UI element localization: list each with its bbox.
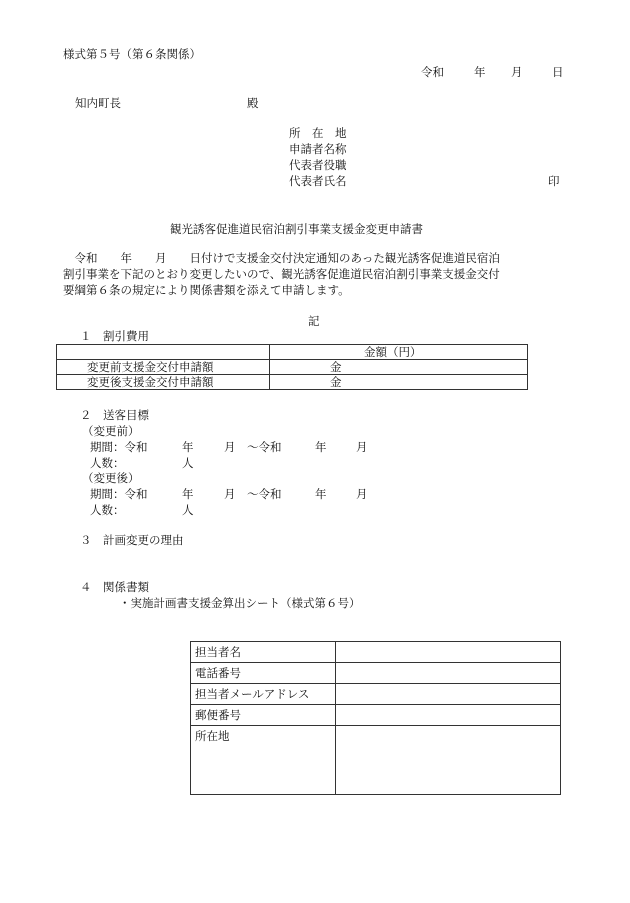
addressee-name: 知内町長 bbox=[75, 96, 121, 110]
table-row bbox=[191, 663, 561, 684]
after-year2: 年 bbox=[315, 487, 327, 501]
contact-label: 所在地 bbox=[191, 726, 336, 795]
contact-label: 郵便番号 bbox=[191, 705, 336, 726]
after-month2: 月 bbox=[356, 487, 368, 501]
before-month2: 月 bbox=[356, 440, 368, 454]
section4-heading: ４ 関係書類 bbox=[80, 580, 149, 594]
contact-value bbox=[336, 705, 561, 726]
row-value: 金 bbox=[270, 375, 528, 390]
after-people-unit: 人 bbox=[182, 503, 194, 517]
body-line-2: 割引事業を下記のとおり変更したいので、観光誘客促進道民宿泊割引事業支援金交付 bbox=[63, 267, 500, 281]
before-people-label: 人数： bbox=[90, 456, 125, 470]
contact-value bbox=[336, 726, 561, 795]
before-year1: 年 bbox=[182, 440, 194, 454]
after-tilde-reiwa: ～令和 bbox=[247, 487, 282, 501]
discount-cost-table bbox=[56, 344, 528, 390]
ki-heading: 記 bbox=[308, 314, 320, 328]
after-people-label: 人数： bbox=[90, 503, 125, 517]
before-tilde-reiwa: ～令和 bbox=[247, 440, 282, 454]
section2-heading: ２ 送客目標 bbox=[80, 408, 149, 422]
table-row bbox=[57, 375, 528, 390]
document-title: 観光誘客促進道民宿泊割引事業支援金変更申請書 bbox=[170, 222, 423, 236]
before-label: （変更前） bbox=[82, 424, 140, 438]
after-year1: 年 bbox=[182, 487, 194, 501]
section1-heading: １ 割引費用 bbox=[80, 329, 149, 343]
after-month1: 月 bbox=[224, 487, 236, 501]
contact-label: 担当者メールアドレス bbox=[191, 684, 336, 705]
date-year: 年 bbox=[474, 65, 486, 79]
applicant-name-label: 申請者名称 bbox=[289, 142, 347, 156]
contact-label: 担当者名 bbox=[191, 642, 336, 663]
table-row bbox=[191, 705, 561, 726]
table-row bbox=[191, 642, 561, 663]
row-label: 変更後支援金交付申請額 bbox=[57, 375, 270, 390]
body-line-1: 令和 年 月 日付けで支援金交付決定通知のあった観光誘客促進道民宿泊 bbox=[63, 251, 500, 265]
seal-mark: 印 bbox=[548, 174, 560, 188]
table-row bbox=[191, 726, 561, 795]
amount-header: 金額（円） bbox=[270, 345, 528, 360]
before-year2: 年 bbox=[315, 440, 327, 454]
before-period-label: 期間：令和 bbox=[90, 440, 148, 454]
date-era: 令和 bbox=[421, 65, 444, 79]
row-label: 変更前支援金交付申請額 bbox=[57, 360, 270, 375]
rep-name-label: 代表者氏名 bbox=[289, 174, 347, 188]
table-row bbox=[57, 360, 528, 375]
date-month: 月 bbox=[511, 65, 523, 79]
table-header-row bbox=[57, 345, 528, 360]
related-doc-item: ・実施計画書支援金算出シート（様式第６号） bbox=[119, 596, 361, 610]
contact-label: 電話番号 bbox=[191, 663, 336, 684]
addressee-honorific: 殿 bbox=[247, 96, 259, 110]
form-number: 様式第５号（第６条関係） bbox=[63, 47, 201, 61]
table-cell bbox=[57, 345, 270, 360]
before-month1: 月 bbox=[224, 440, 236, 454]
contact-table bbox=[190, 641, 561, 795]
after-period-label: 期間：令和 bbox=[90, 487, 148, 501]
contact-value bbox=[336, 642, 561, 663]
table-row bbox=[191, 684, 561, 705]
address-label: 所 在 地 bbox=[289, 126, 347, 140]
contact-value bbox=[336, 663, 561, 684]
date-day: 日 bbox=[552, 65, 564, 79]
rep-position-label: 代表者役職 bbox=[289, 158, 347, 172]
section3-heading: ３ 計画変更の理由 bbox=[80, 533, 184, 547]
after-label: （変更後） bbox=[82, 471, 140, 485]
row-value: 金 bbox=[270, 360, 528, 375]
body-line-3: 要綱第６条の規定により関係書類を添えて申請します。 bbox=[63, 283, 350, 297]
before-people-unit: 人 bbox=[182, 456, 194, 470]
contact-value bbox=[336, 684, 561, 705]
